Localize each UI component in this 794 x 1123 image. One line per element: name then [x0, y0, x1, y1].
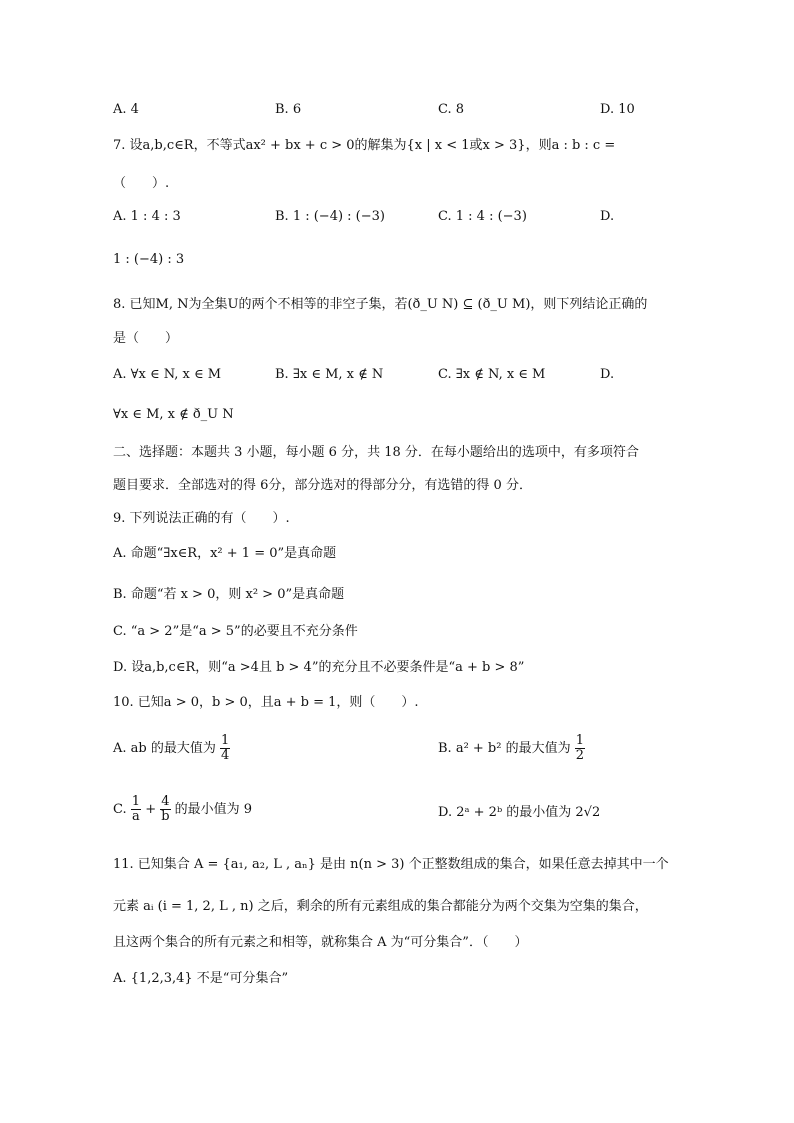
q9-option-a: A. 命题“∃x∈R，x² + 1 = 0”是真命题	[113, 546, 337, 561]
q9-option-c: C. “a > 2”是“a > 5”的必要且不充分条件	[113, 624, 358, 639]
q8-option-b: B. ∃x ∈ M, x ∉ N	[275, 367, 384, 382]
q11-stem-line3: 且这两个集合的所有元素之和相等，就称集合 A 为“可分集合”．（ ）	[113, 935, 528, 950]
q9-option-b: B. 命题“若 x > 0，则 x² > 0”是真命题	[113, 587, 345, 602]
q10-option-c-fraction2	[160, 795, 170, 824]
q8-stem-line2: 是（ ）	[113, 331, 179, 346]
q10-option-a	[113, 734, 230, 763]
q10-option-c-fraction1	[131, 795, 141, 824]
fraction-denominator: 4	[221, 748, 230, 763]
q6-option-d: D. 10	[600, 102, 635, 117]
q8-option-a: A. ∀x ∈ N, x ∈ M	[113, 367, 222, 382]
q10-option-b-text: B. a² + b² 的最大值为	[438, 741, 571, 756]
q10-option-a-text: A. ab 的最大值为	[113, 741, 216, 756]
fraction-denominator: a	[132, 809, 140, 824]
fraction-denominator: b	[161, 809, 170, 824]
q7-option-c: C. 1 : 4 : (−3)	[438, 209, 527, 224]
q10-option-b	[438, 734, 585, 763]
fraction-numerator: 1	[575, 733, 585, 748]
fraction-numerator: 1	[131, 794, 141, 809]
q7-stem-line1: 7. 设a,b,c∈R，不等式ax² + bx + c > 0的解集为{x | x < 1或x > 3}，则a : b : c =	[113, 138, 616, 153]
section2-instructions-line1: 二、选择题：本题共 3 小题，每小题 6 分，共 18 分．在每小题给出的选项中，有多项符合	[113, 445, 639, 460]
plus-sign: +	[145, 802, 157, 817]
q7-option-d-content: 1 : (−4) : 3	[113, 252, 185, 267]
q9-stem: 9. 下列说法正确的有（ ）.	[113, 511, 290, 526]
q7-option-a: A. 1 : 4 : 3	[113, 209, 181, 224]
q9-option-d: D. 设a,b,c∈R，则“a >4且 b > 4”的充分且不必要条件是“a + b > 8”	[113, 660, 525, 675]
fraction-numerator: 1	[221, 733, 230, 748]
q10-option-c-label: C.	[113, 802, 127, 817]
q8-stem-line1: 8. 已知M, N为全集U的两个不相等的非空子集，若(ð_U N) ⊆ (ð_U M)，则下列结论正确的	[113, 297, 648, 312]
fraction-numerator: 4	[161, 794, 170, 809]
q11-stem-line1: 11. 已知集合 A = {a₁, a₂, L , aₙ} 是由 n(n > 3) 个正整数组成的集合，如果任意去掉其中一个	[113, 857, 669, 872]
q8-option-d: D.	[600, 367, 615, 382]
q6-option-a: A. 4	[113, 102, 139, 117]
q10-option-c	[113, 795, 252, 824]
q11-stem-line2: 元素 aᵢ (i = 1, 2, L , n) 之后，剩余的所有元素组成的集合都能分为两个交集为空集的集合，	[113, 899, 648, 914]
q8-option-c: C. ∃x ∉ N, x ∈ M	[438, 367, 546, 382]
q8-option-d-content: ∀x ∈ M, x ∉ ð_U N	[113, 407, 234, 422]
q7-option-d: D.	[600, 209, 615, 224]
q10-option-d: D. 2ᵃ + 2ᵇ 的最小值为 2√2	[438, 805, 601, 820]
fraction-denominator: 2	[575, 748, 585, 763]
q10-option-b-fraction	[575, 734, 585, 763]
q7-option-b: B. 1 : (−4) : (−3)	[275, 209, 385, 224]
q10-option-c-text: 的最小值为 9	[174, 802, 253, 817]
q11-option-a: A. {1,2,3,4} 不是“可分集合”	[113, 971, 289, 986]
q6-option-b: B. 6	[275, 102, 302, 117]
q6-option-c: C. 8	[438, 102, 465, 117]
q7-stem-line2: （ ）.	[113, 176, 170, 191]
q10-option-a-fraction	[220, 734, 230, 763]
q10-stem: 10. 已知a > 0，b > 0，且a + b = 1，则（ ）.	[113, 695, 419, 710]
section2-instructions-line2: 题目要求．全部选对的得 6分，部分选对的得部分分，有选错的得 0 分．	[113, 478, 532, 493]
